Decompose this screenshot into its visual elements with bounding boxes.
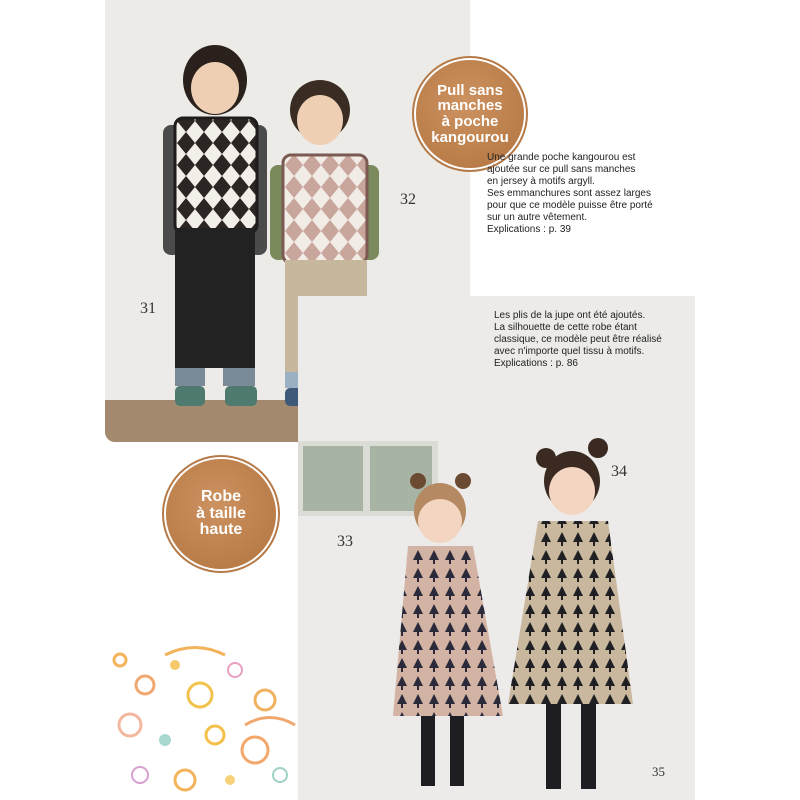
model-number-34: 34: [611, 463, 627, 480]
badge-robe-taille-haute: [166, 459, 276, 569]
child-34: [508, 438, 633, 789]
kids-dress-illustration: [298, 296, 695, 800]
model-number-32: 32: [400, 191, 416, 208]
model-number-31: 31: [140, 300, 156, 317]
badge-bottom-label: Robe à taille haute: [196, 487, 246, 539]
description-robe: Les plis de la jupe ont été ajoutés. La silhouette de cette robe étant classique, ce modèle peut être réalisé avec n'importe quel tissu à motifs. Explications : p. 86: [494, 310, 662, 369]
model-number-33: 33: [337, 533, 353, 550]
decorative-circles-illustration: [105, 640, 300, 800]
description-pull: Une grande poche kangourou est ajoutée sur ce pull sans manches en jersey à motifs argyll. Ses emmanchures sont assez larges pour que ce modèle puisse être porté sur un autre vêtement. Explications : p. 39: [487, 152, 653, 235]
page-number: 35: [652, 764, 665, 779]
badge-top-label: Pull sans manches à poche kangourou: [431, 81, 509, 146]
photo-kids-dresses: [298, 296, 695, 800]
child-33: [393, 473, 503, 786]
child-31: [163, 45, 267, 406]
